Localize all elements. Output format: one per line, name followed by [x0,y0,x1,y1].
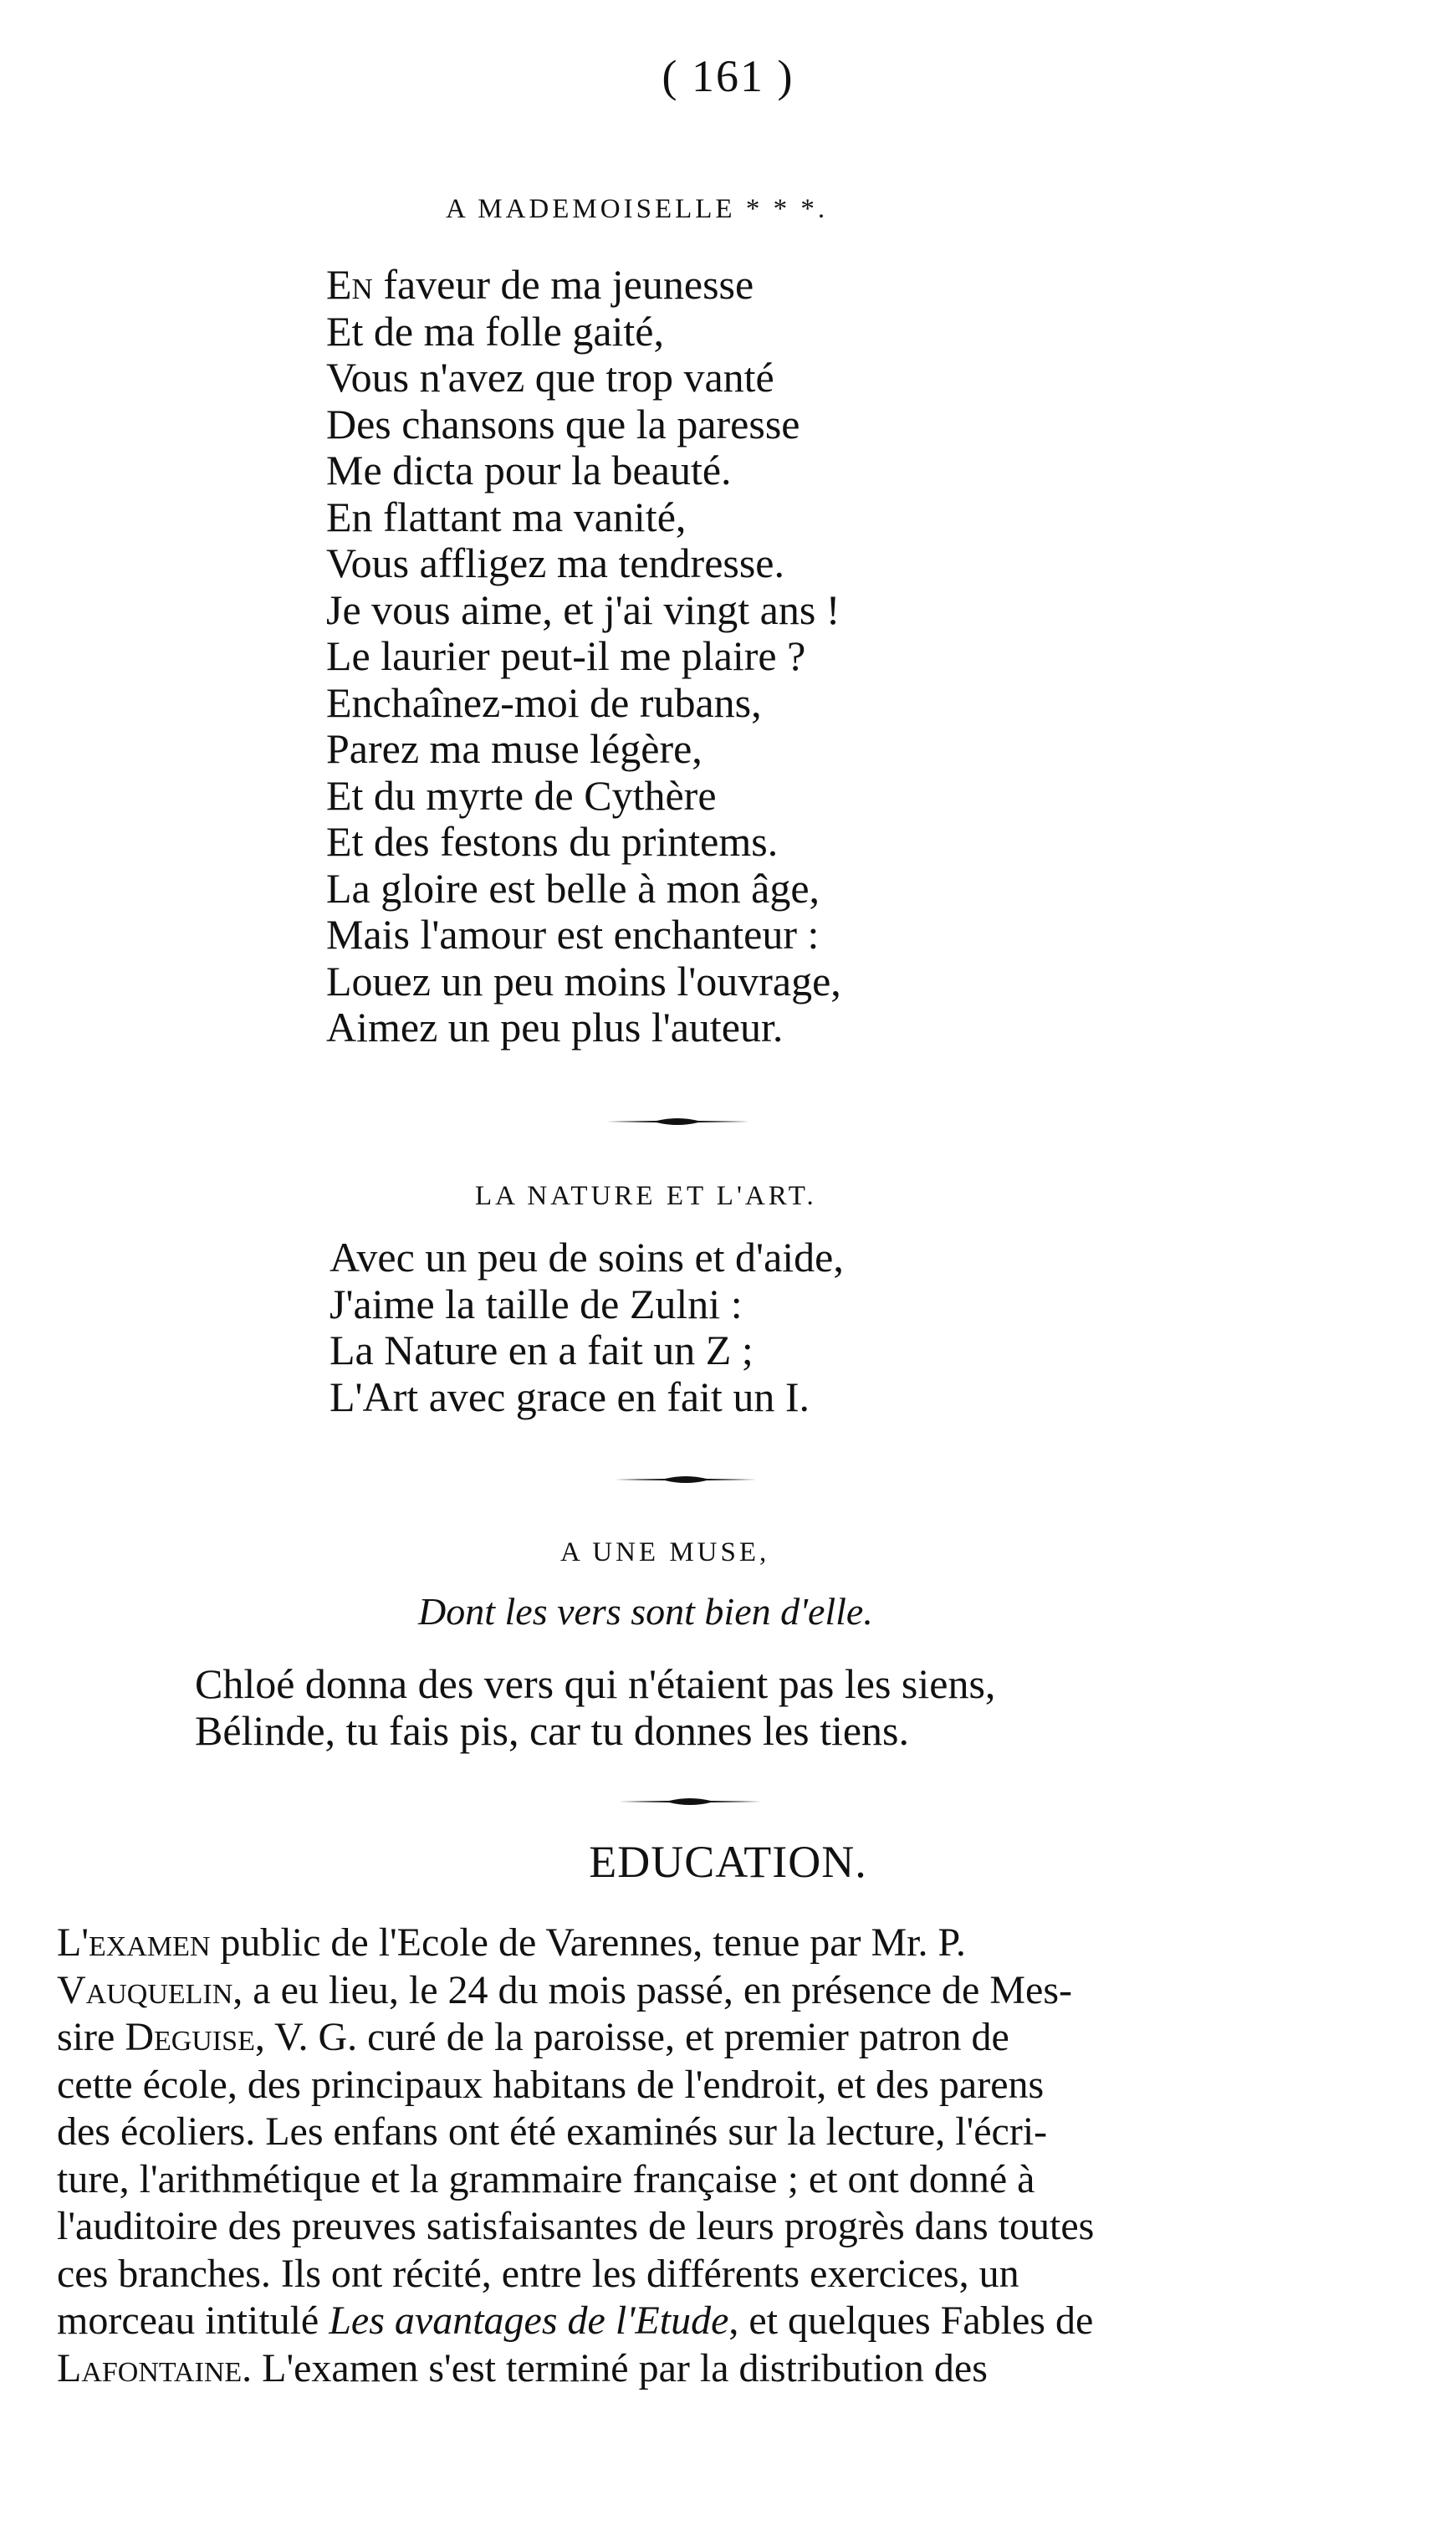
prose-line [57,2298,1345,2345]
page-number: ( 161 ) [662,51,794,101]
verse-line: La Nature en a fait un Z ; [330,1327,754,1373]
verse-line: Bélinde, tu fais pis, car tu donnes les tiens. [195,1706,910,1754]
verse-line: Le laurier peut-il me plaire ? [326,632,806,679]
verse-line: Avec un peu de soins et d'aide, [330,1234,844,1281]
verse-text: faveur de ma jeunesse [372,261,754,308]
poem-nature-art [330,1235,844,1420]
ornamental-divider [606,1117,748,1127]
prose-text: . L'examen s'est terminé par la distribution des [242,2345,988,2390]
verse-line: Mais l'amour est enchanteur : [326,911,820,958]
verse-line: L'Art avec grace en fait un I. [330,1373,810,1420]
education-paragraph [57,1920,1345,2392]
poem-subtitle: Dont les vers sont bien d'elle. [418,1590,873,1633]
verse-line: En flattant ma vanité, [326,493,687,540]
poem-title-nature-art: LA NATURE ET L'ART. [475,1181,817,1211]
section-title-education: EDUCATION. [589,1837,867,1887]
prose-text: sire [57,2015,125,2059]
prose-line [57,1920,1345,1967]
ornamental-divider [619,1797,761,1807]
poem-title-une-muse: A UNE MUSE, [560,1537,770,1567]
prose-line: ture, l'arithmétique et la grammaire française ; et ont donné à [57,2156,1035,2201]
drop-word: En [326,261,373,308]
prose-italic-title: Les avantages de l'Etude [329,2298,729,2343]
verse-line: La gloire est belle à mon âge, [326,864,820,912]
prose-line: l'auditoire des preuves satisfaisantes de leurs progrès dans toutes [57,2204,1095,2248]
prose-smallcaps: Lafontaine [57,2345,243,2390]
verse-line: Et de ma folle gaité, [326,307,665,355]
verse-line: Aimez un peu plus l'auteur. [326,1004,784,1051]
prose-text: L' [57,1920,89,1965]
verse-line: Vous affligez ma tendresse. [326,539,784,586]
poem-une-muse [195,1661,995,1754]
verse-line: Chloé donna des vers qui n'étaient pas les siens, [195,1660,996,1707]
prose-line [57,1967,1345,2015]
verse-line [326,262,841,309]
poem-title-mademoiselle: A MADEMOISELLE * * *. [446,194,829,224]
verse-line: Vous n'avez que trop vanté [326,354,774,401]
verse-line: Et des festons du printems. [326,818,779,865]
verse-line: Je vous aime, et j'ai vingt ans ! [326,585,840,633]
verse-line: Des chansons que la paresse [326,400,800,447]
prose-line [57,2345,1345,2393]
prose-smallcaps: Vauquelin [57,1967,233,2012]
prose-text: , V. G. curé de la paroisse, et premier patron de [254,2015,1009,2059]
prose-line: ces branches. Ils ont récité, entre les différents exercices, un [57,2251,1019,2296]
prose-line [57,2014,1345,2062]
prose-text: , et quelques Fables de [728,2298,1094,2343]
prose-smallcaps: examen [88,1920,211,1965]
verse-line: Enchaînez-moi de rubans, [326,678,762,726]
verse-line: Me dicta pour la beauté. [326,447,732,493]
prose-text: morceau intitulé [57,2298,330,2343]
prose-smallcaps: Deguise [125,2015,255,2059]
prose-line: cette école, des principaux habitans de l'endroit, et des parens [57,2062,1045,2107]
prose-text: , a eu lieu, le 24 du mois passé, en présence de Mes- [232,1967,1072,2012]
verse-line: J'aime la taille de Zulni : [330,1280,743,1327]
poem-mademoiselle [326,262,841,1051]
verse-line: Et du myrte de Cythère [326,771,717,819]
verse-line: Parez ma muse légère, [326,725,702,772]
prose-text: public de l'Ecole de Varennes, tenue par Mr. P. [210,1920,966,1965]
prose-line: des écoliers. Les enfans ont été examinés sur la lecture, l'écri- [57,2109,1048,2154]
verse-line: Louez un peu moins l'ouvrage, [326,957,841,1005]
ornamental-divider [615,1475,757,1485]
